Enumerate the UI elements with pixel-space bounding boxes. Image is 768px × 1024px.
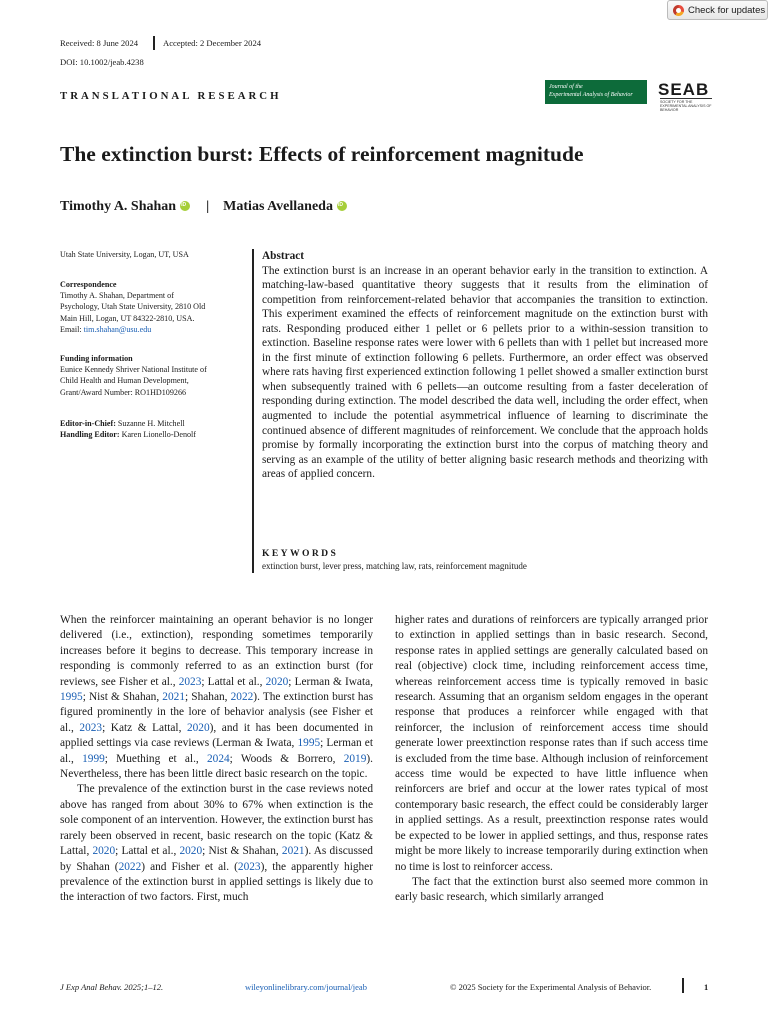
received-date: Received: 8 June 2024 [60, 38, 139, 48]
email-link[interactable]: tim.shahan@usu.edu [83, 324, 152, 334]
funding-block: Funding information Eunice Kennedy Shriver National Institute of Child Health and Human Development, Grant/Award Number: RO1HD109266 [60, 353, 238, 398]
paragraph: The fact that the extinction burst also seemed more common in early basic research, which similarly arranged [395, 875, 708, 904]
header-divider [153, 36, 155, 50]
citation-link[interactable]: 2020 [179, 845, 203, 858]
citation-link[interactable]: 2021 [162, 691, 185, 704]
footer-divider [682, 978, 684, 993]
abstract-rule [252, 249, 254, 573]
paragraph: The prevalence of the extinction burst in the case reviews noted above has ranged from about 30% to 67% when extinction is the sole component of an intervention. However, the extinction burst has rarely been observed in recent, basic research on the topic (Katz & Lattal, 2020; Lattal et al., 2020; Nist & Shahan, 2021). As discussed by Shahan (2022) and Fisher et al. (2023), the apparently higher prevalence of the extinction burst in applied settings is likely due to the interaction of two factors. First, much [60, 783, 373, 904]
citation-link[interactable]: 2023 [178, 675, 202, 688]
author-list [60, 199, 347, 215]
article-title: The extinction burst: Effects of reinforcement magnitude [60, 142, 584, 166]
footer-journal: J Exp Anal Behav. 2025;1–12. [60, 982, 164, 992]
author-name[interactable]: Matias Avellaneda [223, 199, 333, 214]
page-number: 1 [704, 982, 709, 992]
abstract [262, 249, 708, 482]
check-for-updates-label: Check for updates [688, 4, 766, 16]
funding-label: Funding information [60, 354, 133, 363]
citation-link[interactable]: 2020 [92, 845, 116, 858]
citation-link[interactable]: 2023 [79, 721, 103, 734]
keywords-heading: KEYWORDS [262, 548, 339, 559]
abstract-text: The extinction burst is an increase in an operant behavior early in the transition to extinction. A matching-law-based quantitative theory suggests that it results from the elimination of competition from reinforcement-related behavior that accompanies the transition to extinction. This experiment examined the effects of reinforcement magnitude on the extinction burst with rats. Responding produced either 1 pellet or 6 pellets prior to a within-session transition to extinction. Baseline response rates were lower with 6 pellets than with 1 pellet but increased more in the first minute of extinction following 6 pellets. Furthermore, an order effect was observed where rats having first experienced extinction following 1 pellet showed a smaller extinction burst when subsequently trained with 6 pellets—an outcome resulting from a faster deceleration of responding during extinction. The model described the data well, including the order effect, when augmented to include the potential asymmetrical influence of learning to discriminate the continued absence of different magnitudes of reinforcement. We conclude that the approach holds promise by formally incorporating the extinction burst into the corpus of matching theory and serving as an example of the utility of better aligning basic research methods and theorizing with areas of applied concern. [262, 264, 708, 481]
citation-link[interactable]: 2020 [265, 675, 289, 688]
author-separator: | [206, 199, 210, 214]
orcid-icon[interactable] [180, 201, 190, 211]
affiliation: Utah State University, Logan, UT, USA [60, 250, 189, 259]
abstract-heading: Abstract [262, 250, 305, 262]
journal-logo[interactable]: Journal of the Experimental Analysis of Behavior [545, 80, 647, 104]
editors-block: Editor-in-Chief: Suzanne H. Mitchell Handling Editor: Karen Lionello-Denolf [60, 419, 197, 440]
citation-link[interactable]: 2019 [343, 752, 367, 765]
footer-copyright: © 2025 Society for the Experimental Analysis of Behavior. [450, 982, 652, 992]
seab-subtitle: SOCIETY FOR THE EXPERIMENTAL ANALYSIS OF BEHAVIOR [660, 100, 712, 112]
check-for-updates-button[interactable] [667, 0, 768, 20]
body-right-column [395, 613, 708, 906]
citation-link[interactable]: 2023 [237, 860, 261, 873]
footer-url[interactable]: wileyonlinelibrary.com/journal/jeab [245, 982, 367, 992]
keywords-text: extinction burst, lever press, matching law, rats, reinforcement magnitude [262, 561, 527, 571]
citation-link[interactable]: 1995 [60, 691, 83, 704]
citation-link[interactable]: 2024 [206, 752, 230, 765]
author-name[interactable]: Timothy A. Shahan [60, 199, 177, 214]
orcid-icon[interactable] [337, 201, 347, 211]
seab-logo[interactable]: SEAB [658, 80, 710, 99]
body-left-column [60, 613, 373, 906]
paragraph: higher rates and durations of reinforcers are typically arranged prior to extinction in applied settings than in basic research. Second, response rates in applied settings are generally calculated based on real (objective) clock time, including reinforcement access time, whereas reinforcement access time is typically removed in basic research. Assuming that an organism seldom engages in the operant response that produces a reinforcer while engaged with that reinforcer, the inclusion of reinforcement access time should generate lower preextinction response rates than if such access time is excluded from the time base. Although inclusion of reinforcement access time would be expected to have little influence when reinforcers are brief and occur at the lower rates typical of most contemporary basic research, the effect could be considerably larger in applied settings. As a result, preextinction response rates would be expected to be lower in applied settings, and thus, response rates might be more likely to increase temporarily during extinction when no time is lost to reinforcer access. [395, 614, 708, 873]
section-label: TRANSLATIONAL RESEARCH [60, 90, 282, 102]
citation-link[interactable]: 2022 [230, 691, 254, 704]
paragraph: When the reinforcer maintaining an operant behavior is no longer delivered (i.e., extinction), responding sometimes temporarily increases before it begins to decrease. This temporary increase in responding is commonly referred to as an extinction burst (for reviews, see Fisher et al., 2023; Lattal et al., 2020; Lerman & Iwata, 1995; Nist & Shahan, 2021; Shahan, 2022). The extinction burst has figured prominently in the lore of behavior analysis (see Fisher et al., 2023; Katz & Lattal, 2020), and it has been documented in applied settings via case reviews (Lerman & Iwata, 1995; Lerman et al., 1999; Muething et al., 2024; Woods & Borrero, 2019). Nevertheless, there has been little direct basic research on the topic. [60, 614, 373, 781]
citation-link[interactable]: 2020 [186, 721, 210, 734]
citation-link[interactable]: 2021 [281, 845, 305, 858]
citation-link[interactable]: 1999 [82, 752, 105, 765]
doi: DOI: 10.1002/jeab.4238 [60, 57, 144, 67]
citation-link[interactable]: 1995 [297, 737, 321, 750]
accepted-date: Accepted: 2 December 2024 [163, 38, 262, 48]
correspondence-label: Correspondence [60, 280, 117, 289]
citation-link[interactable]: 2022 [118, 860, 142, 873]
correspondence-block: Correspondence Timothy A. Shahan, Department of Psychology, Utah State University, 2810 Old Main Hill, Logan, UT 84322-2810, USA. Email: tim.shahan@usu.edu [60, 279, 238, 335]
crossmark-icon [673, 5, 684, 16]
